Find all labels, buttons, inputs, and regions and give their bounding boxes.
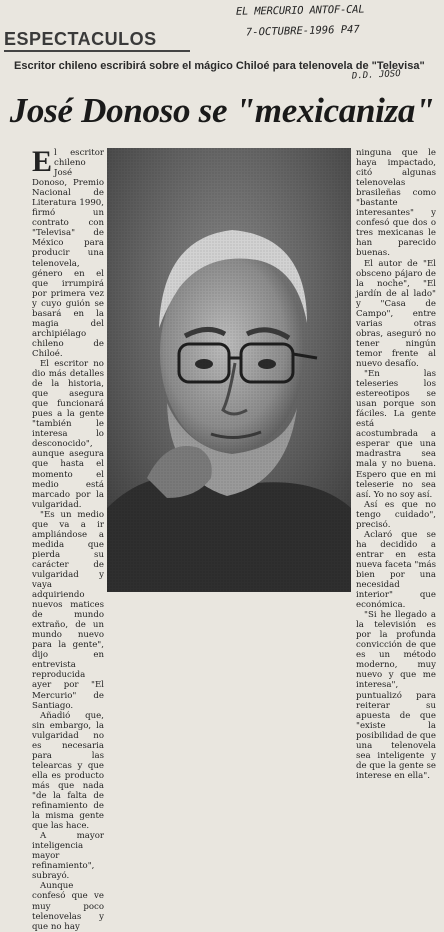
article-paragraph: A mayor inteligencia mayor refinamiento", subrayó. bbox=[32, 831, 104, 882]
article-paragraph: Así es que no tengo cuidado", precisó. bbox=[356, 499, 436, 530]
article-paragraph: ninguna que le haya impactado, citó algunas telenovelas brasileñas como "bastante interesantes" y confesó que dos o tres mexicanas le han parecido buenas. bbox=[356, 148, 436, 259]
article-paragraph: El escritor no dio más detalles de la historia, que asegura que funcionará pues a la gente "también le interesa lo desconocido", aunque asegura que hasta el momento el medio está marcado por la vulgaridad. bbox=[32, 358, 104, 510]
article-paragraph: "Si he llegado a la televisión es por la profunda convicción de que es un método moderno, muy nuevo y que me interesa", puntualizó para reiterar su apuesta de que "existe la posibilidad de que una telenovela sea inteligente y de que la gente se interese en ella". bbox=[356, 610, 436, 781]
article-paragraph: Aunque confesó que ve muy poco telenovelas y que no hay bbox=[32, 881, 104, 932]
article-paragraph: El escritor chileno José Donoso, Premio Nacional de Literatura 1990, firmó un contrato con "Televisa" de México para producir una telenovela, género en el que irrumpirá por primera vez y cuyo guión se basará en la magia del archipiélago chileno de Chiloé. bbox=[32, 145, 104, 359]
article-paragraph: El autor de "El obsceno pájaro de la noche", "El jardín de al lado" y "Casa de Campo", entre varias otras obras, aseguró no tener ningún temor frente al nuevo desafío. bbox=[356, 258, 436, 369]
handwritten-source-note: EL MERCURIO ANTOF-CAL bbox=[235, 3, 365, 18]
article-paragraph: Aclaró que se ha decidido a entrar en esta nueva faceta "más bien por una necesidad interior" que económica. bbox=[356, 529, 437, 611]
handwritten-date-note: 7-OCTUBRE-1996 P47 bbox=[245, 23, 360, 39]
author-portrait-photo bbox=[107, 148, 351, 592]
article-column-left bbox=[32, 145, 104, 932]
article-paragraph: Añadió que, sin embargo, la vulgaridad no es necesaria para las telearcas y que ella es producto más que nada "de la falta de refinamiento de la misma gente que las hace. bbox=[32, 710, 104, 832]
article-paragraph: "Es un medio que va a ir ampliándose a medida que pierda su carácter de vulgaridad y vaya adquiriendo nuevos matices de mundo extraño, de un mundo nuevo para la gente", dijo en entrevista reproducida ayer por "El Mercurio" de Santiago. bbox=[32, 509, 104, 711]
portrait-illustration bbox=[107, 148, 351, 592]
section-heading: ESPECTACULOS bbox=[4, 29, 157, 49]
article-kicker: Escritor chileno escribirá sobre el mágico Chiloé para telenovela de "Televisa" bbox=[14, 60, 425, 72]
article-column-right bbox=[356, 148, 437, 781]
article-headline: José Donoso se "mexicaniza" bbox=[9, 91, 435, 130]
article-paragraph: "En las teleseries los estereotipos se usan porque son fáciles. La gente está acostumbrada a esperar que una madrastra sea mala y no buena. Espero que en mi teleserie no sea así. Yo no soy así. bbox=[356, 369, 436, 500]
section-rule bbox=[4, 50, 190, 52]
handwritten-subject-note: D.D. JOSO bbox=[351, 69, 401, 82]
drop-cap: E bbox=[32, 145, 53, 178]
